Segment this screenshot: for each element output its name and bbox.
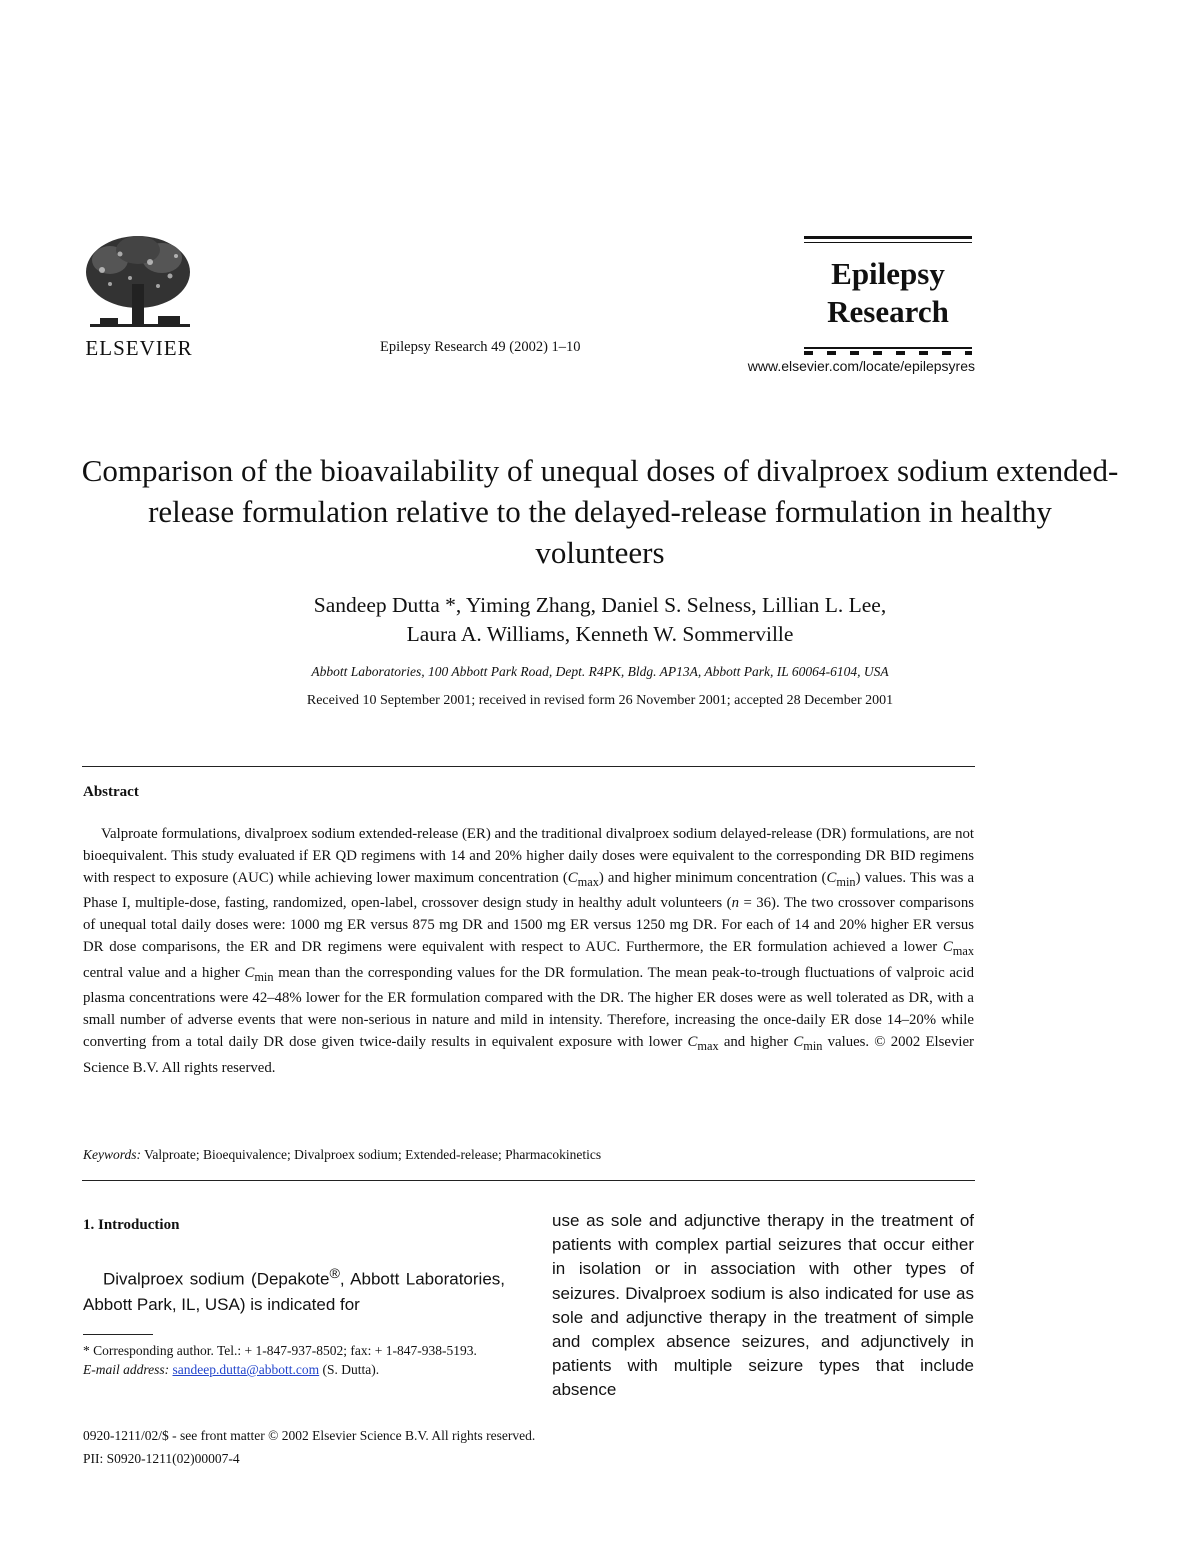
- intro-left-column: [83, 1262, 505, 1317]
- authors-line1: Sandeep Dutta *, Yiming Zhang, Daniel S. Selness, Lillian L. Lee,: [313, 593, 887, 617]
- cmin-subscript: min: [803, 1038, 823, 1053]
- keywords-label: Keywords:: [83, 1147, 141, 1162]
- abstract-text-part: = 36). The two crossover comparisons of unequal total daily doses were: 1000 mg ER versus 875 mg DR and 1500 mg ER versus 1250 mg DR. For each of 14 and 20% higher ER versus DR dose comparisons, the ER and DR regimens were equivalent with respect to AUC. Furthermore, the ER formulation achieved a lower: [83, 895, 974, 955]
- cmin-symbol: C: [826, 869, 837, 886]
- email-link[interactable]: sandeep.dutta@abbott.com: [172, 1362, 320, 1377]
- publisher-name: ELSEVIER: [85, 336, 193, 360]
- authors-line2: Laura A. Williams, Kenneth W. Sommerville: [406, 622, 794, 646]
- journal-title-line2: Research: [827, 294, 949, 329]
- keywords-list: Valproate; Bioequivalence; Divalproex sodium; Extended-release; Pharmacokinetics: [144, 1147, 602, 1162]
- journal-url-link[interactable]: www.elsevier.com/locate/epilepsyres: [747, 358, 975, 374]
- email-label: E-mail address:: [83, 1362, 170, 1377]
- section-heading: 1. Introduction: [83, 1217, 180, 1233]
- cmax-subscript: max: [577, 874, 599, 889]
- journal-title-line1: Epilepsy: [831, 256, 945, 291]
- affiliation: Abbott Laboratories, 100 Abbott Park Road, Dept. R4PK, Bldg. AP13A, Abbott Park, IL 60064-6104, USA: [311, 664, 889, 679]
- divider: [82, 766, 975, 767]
- masthead-rule: [804, 347, 972, 349]
- abstract-text-part: mean than the corresponding values for the DR formulation. The mean peak-to-trough fluctuations of valproic acid plasma concentrations were 42–48% lower for the ER formulation compared with the DR. The higher ER doses were as well tolerated as DR, with a small number of adverse events that were non-serious in nature and mild in intensity. Therefore, increasing the once-daily ER dose 14–20% while converting from a total daily DR dose given twice-daily results in equivalent exposure with lower: [83, 964, 974, 1051]
- abstract-text-part: values. © 2002 Elsevier Science B.V. All rights reserved.: [83, 1034, 974, 1076]
- cmax-subscript: max: [697, 1038, 719, 1053]
- intro-text: Divalproex sodium (Depakote: [103, 1269, 330, 1289]
- cmin-subscript: min: [836, 874, 856, 889]
- abstract-text-part: and higher: [718, 1034, 794, 1051]
- abstract-heading: Abstract: [83, 784, 139, 800]
- footnote-correspondence: * Corresponding author. Tel.: + 1-847-937-8502; fax: + 1-847-938-5193.: [83, 1343, 477, 1358]
- n-variable: n: [731, 895, 739, 912]
- abstract-text-part: ) values. This was a Phase I, multiple-dose, fasting, randomized, open-label, crossover design study in healthy adult volunteers (: [83, 869, 975, 912]
- journal-citation: Epilepsy Research 49 (2002) 1–10: [380, 339, 581, 355]
- footnote: [83, 1341, 505, 1379]
- cmin-symbol: C: [244, 964, 255, 981]
- abstract-body: [83, 824, 974, 1080]
- received-dates: Received 10 September 2001; received in revised form 26 November 2001; accepted 28 December 2001: [306, 693, 894, 708]
- keywords: [83, 1147, 601, 1163]
- email-suffix: (S. Dutta).: [322, 1362, 380, 1377]
- masthead-rule: [804, 242, 972, 243]
- abstract-text-part: central value and a higher: [83, 964, 245, 981]
- intro-right-column: use as sole and adjunctive therapy in the treatment of patients with complex partial seizures that occur either in isolation or in association with other types of seizures. Divalproex sodium is also indicated for use as sole and adjunctive therapy in the treatment of simple and complex absence seizures, and adjunctively in patients with multiple seizure types that include absence: [552, 1211, 974, 1400]
- intro-text: , Abbott Laboratories, Abbott Park, IL, USA) is indicated for: [83, 1269, 505, 1314]
- abstract-text-part: ) and higher minimum concentration (: [598, 869, 827, 886]
- cmax-symbol: C: [687, 1034, 698, 1051]
- cmin-symbol: C: [793, 1034, 804, 1051]
- cmax-symbol: C: [942, 938, 953, 955]
- cmax-symbol: C: [567, 869, 578, 886]
- cmin-subscript: min: [254, 969, 274, 984]
- abstract-text-part: Valproate formulations, divalproex sodium extended-release (ER) and the traditional divalproex sodium delayed-release (DR) formulations, are not bioequivalent. This study evaluated if ER QD regimens with 14 and 20% higher daily doses were equivalent to the corresponding DR BID regimens with respect to exposure (AUC) while achieving lower maximum concentration (: [83, 826, 974, 886]
- registered-mark: ®: [329, 1266, 340, 1282]
- cmax-subscript: max: [952, 943, 974, 958]
- pii-line: PII: S0920-1211(02)00007-4: [83, 1451, 240, 1466]
- issn-line: 0920-1211/02/$ - see front matter © 2002 Elsevier Science B.V. All rights reserved.: [83, 1428, 536, 1443]
- author-list: [80, 591, 1120, 649]
- divider: [82, 1180, 975, 1181]
- footnote-email-line: [83, 1360, 505, 1379]
- masthead-ticks: [804, 351, 972, 355]
- article-title: Comparison of the bioavailability of unequal doses of divalproex sodium extended-release formulation relative to the delayed-release formulation in healthy volunteers: [81, 453, 1119, 570]
- masthead-rule: [804, 236, 972, 239]
- journal-title: [804, 255, 972, 331]
- journal-masthead: [804, 236, 972, 355]
- footnote-rule: [83, 1334, 153, 1335]
